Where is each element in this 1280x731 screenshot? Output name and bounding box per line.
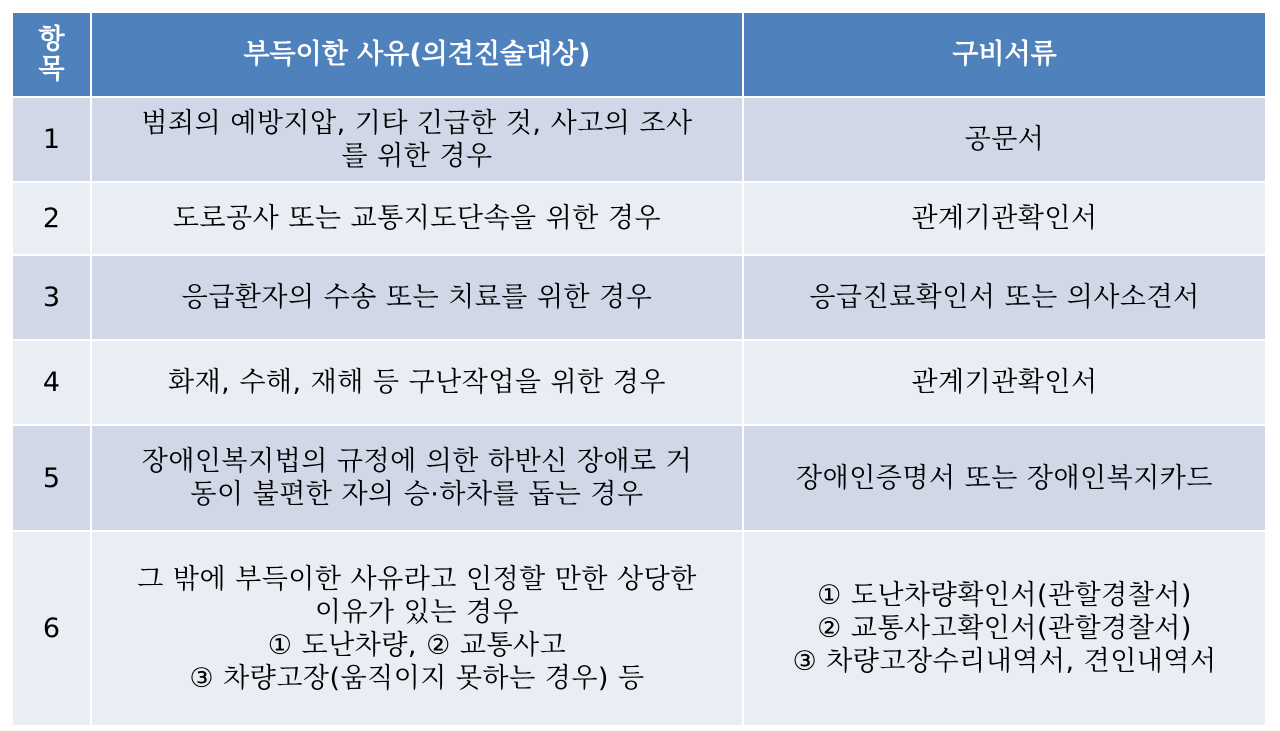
header-documents: 구비서류 [952,39,1057,70]
table-header [13,13,1265,98]
reason-line: 도로공사 또는 교통지도단속을 위한 경우 [172,203,662,234]
row-reason [92,256,744,339]
row-documents [744,426,1265,530]
document-line: 관계기관확인서 [911,203,1098,234]
table-row [13,98,1265,183]
row-documents [744,256,1265,339]
row-reason [92,426,744,530]
row-reason [92,183,744,254]
row-number: 1 [13,98,92,181]
header-item-number-line2: 목 [38,53,65,85]
row-number: 3 [13,256,92,339]
table-row [13,183,1265,256]
document-line: ① 도난차량확인서(관할경찰서) [817,580,1192,611]
row-number: 6 [13,532,92,725]
row-documents [744,98,1265,181]
reason-line: 화재, 수해, 재해 등 구난작업을 위한 경우 [168,367,666,398]
row-reason [92,532,744,725]
document-line: 관계기관확인서 [911,367,1098,398]
row-documents [744,341,1265,424]
header-reason: 부득이한 사유(의견진술대상) [92,13,744,96]
document-line: 장애인증명서 또는 장애인복지카드 [796,462,1213,494]
reason-line: ① 도난차량, ② 교통사고 [267,629,567,661]
document-line: ③ 차량고장수리내역서, 견인내역서 [792,646,1217,677]
reason-line: 를 위한 경우 [341,140,493,172]
reason-line: 이유가 있는 경우 [314,596,520,628]
requirements-table [13,13,1265,727]
row-number: 4 [13,341,92,424]
header-item-number-line1: 항 [38,23,65,55]
reason-line: ③ 차량고장(움직이지 못하는 경우) 등 [189,662,645,694]
reason-line: 응급환자의 수송 또는 치료를 위한 경우 [181,282,653,313]
table-row [13,341,1265,426]
reason-line: 그 밖에 부득이한 사유라고 인정할 만한 상당한 [137,563,697,595]
row-reason [92,98,744,181]
table-row [13,256,1265,341]
document-line: ② 교통사고확인서(관할경찰서) [817,613,1192,644]
row-documents [744,532,1265,725]
reason-line: 장애인복지법의 규정에 의한 하반신 장애로 거 [141,446,693,477]
document-line: 응급진료확인서 또는 의사소견서 [809,282,1200,313]
row-number: 2 [13,183,92,254]
reason-line: 범죄의 예방지압, 기타 긴급한 것, 사고의 조사 [141,107,693,139]
reason-line: 동이 불편한 자의 승·하차를 돕는 경우 [190,479,644,510]
table-row [13,426,1265,532]
row-reason [92,341,744,424]
document-line: 공문서 [964,124,1045,155]
header-item-number [13,13,92,96]
row-documents [744,183,1265,254]
row-number: 5 [13,426,92,530]
table-row [13,532,1265,727]
